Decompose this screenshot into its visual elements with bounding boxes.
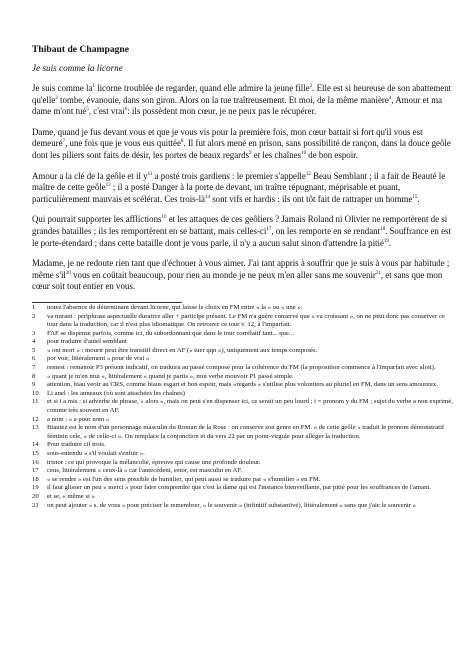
footnote-ref[interactable]: 16 xyxy=(161,215,167,221)
poem-title: Je suis comme la licorne xyxy=(32,63,123,73)
paragraph-text: . Il fut alors mené en prison, sans possibilité de rançon, dans la douce geôle dont les piliers sont faits de désir, les portes de beaux regards xyxy=(32,138,451,160)
footnote xyxy=(32,493,456,502)
paragraph-text: Qui pourrait supporter les afflictions xyxy=(32,214,162,225)
footnote xyxy=(32,459,456,468)
footnote-number: 17 xyxy=(32,467,39,475)
footnote-number: 18 xyxy=(32,475,39,483)
footnote xyxy=(32,476,456,485)
paragraph-text: . Elle est si heureuse de son abattement qu'elle xyxy=(32,83,452,105)
paragraph-text: , et sans que mon cœur soit tout entier en vous. xyxy=(32,269,443,292)
footnote-ref[interactable]: 18 xyxy=(380,226,386,232)
footnote-text: notez l'absence de déterminant devant licorne, qui laisse le choix en FM entre « la » ou « une ». xyxy=(47,303,303,311)
paragraph-text: , c'est vrai xyxy=(88,106,125,117)
footnote xyxy=(32,467,456,476)
paragraph-text: , on les remporte en se rendant xyxy=(271,225,381,236)
footnote-text: pour traduire d'autel semblant xyxy=(47,338,127,346)
footnote-text: on peut ajouter « s. de vous » pour préciser le remembrer, « le souvenir » (infinitif substantivé), littéralement « sans que j'aie le souvenir » xyxy=(47,501,417,509)
footnote-ref[interactable]: 10 xyxy=(301,151,307,156)
paragraph-text: Madame, je ne redoute rien tant que d'échouer à vous aimer. J'ai tant appris à souffrir que je suis à vous par habitude ; même s'il xyxy=(32,258,450,280)
footnote-number: 6 xyxy=(32,355,36,363)
paragraph xyxy=(32,127,456,162)
footnote-number: 8 xyxy=(32,372,36,380)
footnote xyxy=(32,450,456,459)
footnote-text: il faut glisser un peu « merci » pour faire comprendre que c'est la dame qui est l'instance bienveillante, par pitié pour les souffrances de l'amant. xyxy=(47,484,431,492)
paragraph-text: . xyxy=(417,193,420,204)
paragraph-text: ; il a posté Danger à la porte de devant, un traître répugnant, méprisable et puant, particulièrement mauvais et scélérat. Ces trois-là xyxy=(32,182,401,204)
paragraph-text: , une fois que je vous eus quittée xyxy=(65,138,181,149)
footnote-number: 9 xyxy=(32,381,36,389)
footnote xyxy=(32,313,456,330)
paragraph-text: et les chaînes xyxy=(251,149,302,160)
footnote-number: 12 xyxy=(32,415,39,423)
footnote-number: 5 xyxy=(32,346,36,354)
footnote-number: 19 xyxy=(32,484,39,492)
footnote-text: sous-entendu « s'il voulait s'enfuir ». xyxy=(47,450,145,457)
footnote-number: 15 xyxy=(32,450,39,457)
paragraph xyxy=(32,258,456,293)
paragraph-text: Dame, quand je fus devant vous et que je vous vis pour la première fois, mon cœur battait si fort qu'il vous est demeuré xyxy=(32,126,423,149)
footnote xyxy=(32,398,456,415)
footnote-ref[interactable]: 17 xyxy=(266,226,272,232)
footnote-number: 14 xyxy=(32,441,39,449)
footnote-text: Li anel : les anneaux (où sont attachées les chaînes) xyxy=(47,389,185,397)
footnote xyxy=(32,484,456,493)
footnote-number: 10 xyxy=(32,389,39,397)
footnote-text: a nom : « a pour nom » xyxy=(47,415,110,423)
footnote-ref[interactable]: 21 xyxy=(375,270,381,276)
footnote-ref[interactable]: 15 xyxy=(412,194,418,200)
footnote-number: 21 xyxy=(32,501,39,509)
paragraph-text: Amour a la clé de la geôle et il y xyxy=(32,170,148,181)
paragraph-text: de bon espoir. xyxy=(306,149,358,160)
footnote xyxy=(32,416,456,425)
document-page xyxy=(32,44,456,510)
footnote-number: 13 xyxy=(32,424,39,432)
footnote-text: et se, « même si » xyxy=(47,492,95,500)
footnote xyxy=(32,381,456,390)
footnote xyxy=(32,355,456,364)
footnote-ref[interactable]: 12 xyxy=(305,171,311,177)
footnote-number: 7 xyxy=(32,364,36,372)
footnote-text: ceus, littéralement « ceux-là » car l'antécédent, estor, est masculin en AF. xyxy=(47,467,243,475)
translation-body xyxy=(32,83,456,293)
footnote xyxy=(32,347,456,356)
footnote-ref[interactable]: 3 xyxy=(55,95,58,101)
footnote-divider xyxy=(32,302,182,303)
paragraph xyxy=(32,214,456,249)
paragraph-text: licorne troublée de regarder, quand elle admire la jeune fille xyxy=(94,83,310,93)
footnote-ref[interactable]: 20 xyxy=(65,270,71,276)
footnote-text: attention, biau veoir au CRS, comme biaus esgart et bon espoir, mais «regards » s'utilise plus volontiers au pluriel en FM, dans un sens amoureux. xyxy=(47,381,438,389)
paragraph-text: : ils possèdent mon cœur, je ne peux pas le récupérer. xyxy=(127,106,317,117)
footnote-number: 20 xyxy=(32,492,39,500)
paragraph xyxy=(32,171,456,206)
footnote-number: 2 xyxy=(32,312,36,320)
footnote-text: et si i a mis : si adverbe de phrase, « alors », mais on peut s'en dispenser ici, ce serait un peu lourd ; i = pronom y du FM ; sujet du verbe a non exprimé, comme très souvent en AF. xyxy=(47,398,453,415)
footnote xyxy=(32,304,456,313)
footnote-text: Pour traduire cil trois. xyxy=(47,441,106,449)
footnote-ref[interactable]: 4 xyxy=(388,95,392,101)
footnote-text: « quant je m'en mui », littéralement « quand je partis », mui verbe mouvoir P1 passé simple. xyxy=(47,372,294,380)
paragraph-text: Je suis comme la xyxy=(32,83,93,93)
footnote xyxy=(32,373,456,382)
paragraph xyxy=(32,83,456,118)
footnote-ref[interactable]: 7 xyxy=(62,139,66,145)
footnote-ref[interactable]: 9 xyxy=(249,151,252,156)
footnote-text: va mirant : périphrase aspectuelle durative aller + participe présent. Le FM n'a guère conservé que « va croissant », on ne peut donc pas conserver ce tour dans la traduction, car il n'est plus idiomatique. On retrouve ce tour v. 12, à l'imparfait. xyxy=(47,312,445,329)
paragraph-text: , Amour et ma dame m'ont tué xyxy=(32,94,443,117)
paragraph-text: tombe, évanouie, dans son giron. Alors on la tue traîtreusement. Et moi, de la même manière xyxy=(57,94,389,105)
footnote-number: 3 xyxy=(32,329,36,337)
footnote xyxy=(32,364,456,373)
footnote-number: 11 xyxy=(32,398,39,406)
paragraph-text: sont vifs et hardis : ils ont tôt fait de rattraper un homme xyxy=(210,193,413,204)
footnote-number: 16 xyxy=(32,458,39,466)
paragraph-text: a posté trois gardiens : le premier s'appelle xyxy=(152,170,306,181)
footnote-text: « se rendre » est l'un des sens possible de humilier, qui peut aussi se traduire par « s'humilier » en FM. xyxy=(47,475,321,483)
footnote xyxy=(32,502,456,511)
footnote-text: por voir, littéralement « pour de vrai » xyxy=(47,355,150,363)
footnote-ref[interactable]: 8 xyxy=(180,139,184,145)
footnote-ref[interactable]: 19 xyxy=(383,238,389,244)
footnote-number: 4 xyxy=(32,338,36,346)
paragraph-text: . xyxy=(388,237,392,248)
footnote-text: tristor : ce qui provoque la mélancolie, épreuve qui cause une profonde douleur. xyxy=(47,458,261,466)
footnote-ref[interactable]: 1 xyxy=(92,84,95,90)
footnote xyxy=(32,330,456,339)
footnote-text: FAF se dispense parfois, comme ici, du subordonnant que dans le tour corrélatif tant... que... xyxy=(47,329,294,337)
paragraph-text: . Souffrance en est le porte-étendard ; dans cette bataille dont je vous parle, il n'y a aucun salut sinon d'attendre la pitié xyxy=(32,225,451,248)
footnote xyxy=(32,424,456,441)
document-title: Thibaut de Champagne xyxy=(32,44,130,55)
paragraph-text: vous en coûtait beaucoup, pour rien au monde je ne peux m'en aller sans me souvenir xyxy=(70,269,376,280)
footnote-ref[interactable]: 6 xyxy=(124,107,128,113)
footnote-number: 1 xyxy=(32,303,36,311)
footnote-ref[interactable]: 2 xyxy=(309,84,313,90)
footnote xyxy=(32,338,456,347)
footnote-text: remest : remanoir P3 présent indicatif, on traduira au passé composé pour la cohérence du FM (la proposition commence à l'imparfait avec aloit). xyxy=(47,364,436,372)
footnote-ref[interactable]: 5 xyxy=(86,107,89,113)
footnote xyxy=(32,441,456,450)
footnote-ref[interactable]: 13 xyxy=(105,183,111,189)
footnote-text: « ont mort » : mourir peut être transitif direct en AF (« tuer qqn »), uniquement aux temps composés. xyxy=(47,346,318,354)
paragraph-text: Beau Semblant ; il a fait de Beauté le maître de cette geôle xyxy=(32,170,446,193)
footnotes xyxy=(32,304,456,510)
footnote-text: Biautez est le nom d'un personnage masculin du Roman de la Rose : on conserve son genre en FM. « de cette geôle » traduit le pronom démonstratif féminin cele, « de celle-ci ». On remplace la conjonction et du vers 22 par un point-virgule pour alléger la traduction. xyxy=(47,424,445,440)
paragraph-text: et les attaques de ces geôliers ? Jamais Roland ni Olivier ne remportèrent de si grandes batailles ; ils les remportèrent en se battant, mais celles-ci xyxy=(32,214,448,236)
footnote-ref[interactable]: 14 xyxy=(205,194,210,200)
footnote-ref[interactable]: 11 xyxy=(147,171,153,177)
footnote xyxy=(32,390,456,399)
